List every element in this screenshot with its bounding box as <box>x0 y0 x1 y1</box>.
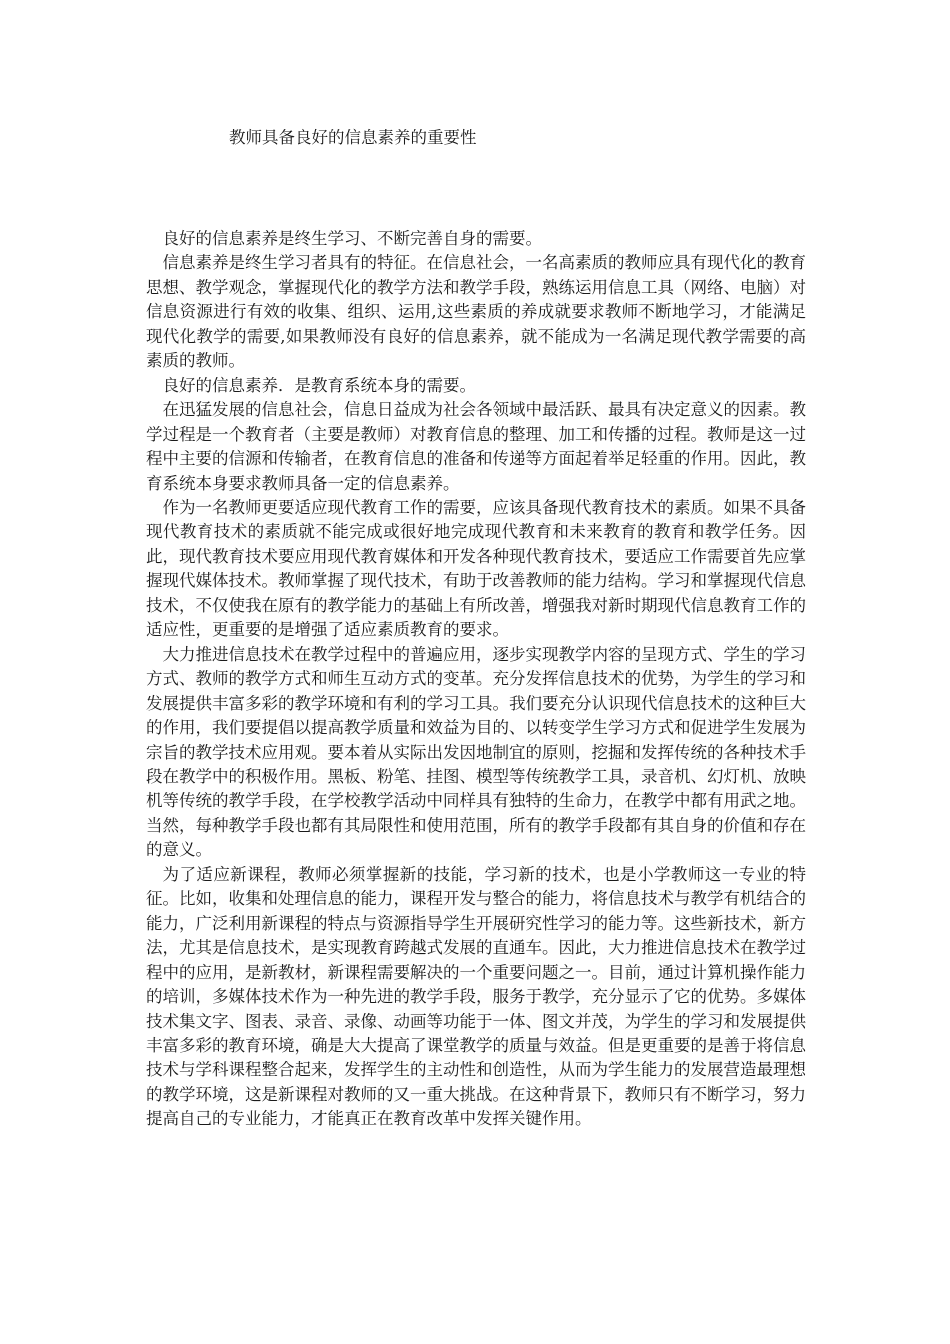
paragraph-1: 良好的信息素养是终生学习、不断完善自身的需要。 <box>162 229 542 248</box>
paragraph-4: 在迅猛发展的信息社会，信息日益成为社会各领域中最活跃、最具有决定意义的因素。教学过程是一个教育者（主要是教师）对教育信息的整理、加工和传播的过程。教师是这一过程中主要的信源和传输者，在教育信息的准备和传递等方面起着举足轻重的作用。因此，教育系统本身要求教师具备一定的信息素养。 <box>146 400 806 493</box>
paragraph-2: 信息素养是终生学习者具有的特征。在信息社会，一名高素质的教师应具有现代化的教育思想、教学观念，掌握现代化的教学方法和教学手段，熟练运用信息工具（网络、电脑）对信息资源进行有效的收集、组织、运用,这些素质的养成就要求教师不断地学习，才能满足现代化教学的需要,如果教师没有良好的信息素养，就不能成为一名满足现代教学需要的高素质的教师。 <box>146 253 806 371</box>
paragraph-5: 作为一名教师更要适应现代教育工作的需要，应该具备现代教育技术的素质。如果不具备现代教育技术的素质就不能完成或很好地完成现代教育和未来教育的教育和教学任务。因此，现代教育技术要应用现代教育媒体和开发各种现代教育技术，要适应工作需要首先应掌握现代媒体技术。教师掌握了现代技术，有助于改善教师的能力结构。学习和掌握现代信息技术，不仅使我在原有的教学能力的基础上有所改善，增强我对新时期现代信息教育工作的适应性，更重要的是增强了适应素质教育的要求。 <box>146 497 806 640</box>
document-body <box>146 227 806 1132</box>
paragraph-6: 大力推进信息技术在教学过程中的普遍应用，逐步实现教学内容的呈现方式、学生的学习方式、教师的教学方式和师生互动方式的变革。充分发挥信息技术的优势，为学生的学习和发展提供丰富多彩的教学环境和有利的学习工具。我们要充分认识现代信息技术的这种巨大的作用，我们要提倡以提高教学质量和效益为目的、以转变学生学习方式和促进学生发展为宗旨的教学技术应用观。要本着从实际出发因地制宜的原则，挖掘和发挥传统的各种技术手段在教学中的积极作用。黑板、粉笔、挂图、模型等传统教学工具，录音机、幻灯机、放映机等传统的教学手段，在学校教学活动中同样具有独特的生命力，在教学中都有用武之地。当然，每种教学手段也都有其局限性和使用范围，所有的教学手段都有其自身的价值和存在的意义。 <box>146 644 806 860</box>
document-title: 教师具备良好的信息素养的重要性 <box>229 128 477 147</box>
paragraph-3: 良好的信息素养．是教育系统本身的需要。 <box>162 375 476 395</box>
paragraph-7: 为了适应新课程，教师必须掌握新的技能，学习新的技术，也是小学教师这一专业的特征。比如，收集和处理信息的能力，课程开发与整合的能力，将信息技术与教学有机结合的能力，广泛利用新课程的特点与资源指导学生开展研究性学习的能力等。这些新技术，新方法，尤其是信息技术，是实现教育跨越式发展的直通车。因此，大力推进信息技术在教学过程中的应用，是新教材，新课程需要解决的一个重要问题之一。目前，通过计算机操作能力的培训，多媒体技术作为一种先进的教学手段，服务于教学，充分显示了它的优势。多媒体技术集文字、图表、录音、录像、动画等功能于一体、图文并茂，为学生的学习和发展提供丰富多彩的教育环境，确是大大提高了课堂教学的质量与效益。但是更重要的是善于将信息技术与学科课程整合起来，发挥学生的主动性和创造性，从而为学生能力的发展营造最理想的教学环境，这是新课程对教师的又一重大挑战。在这种背景下，教师只有不断学习，努力提高自己的专业能力，才能真正在教育改革中发挥关键作用。 <box>146 864 806 1129</box>
